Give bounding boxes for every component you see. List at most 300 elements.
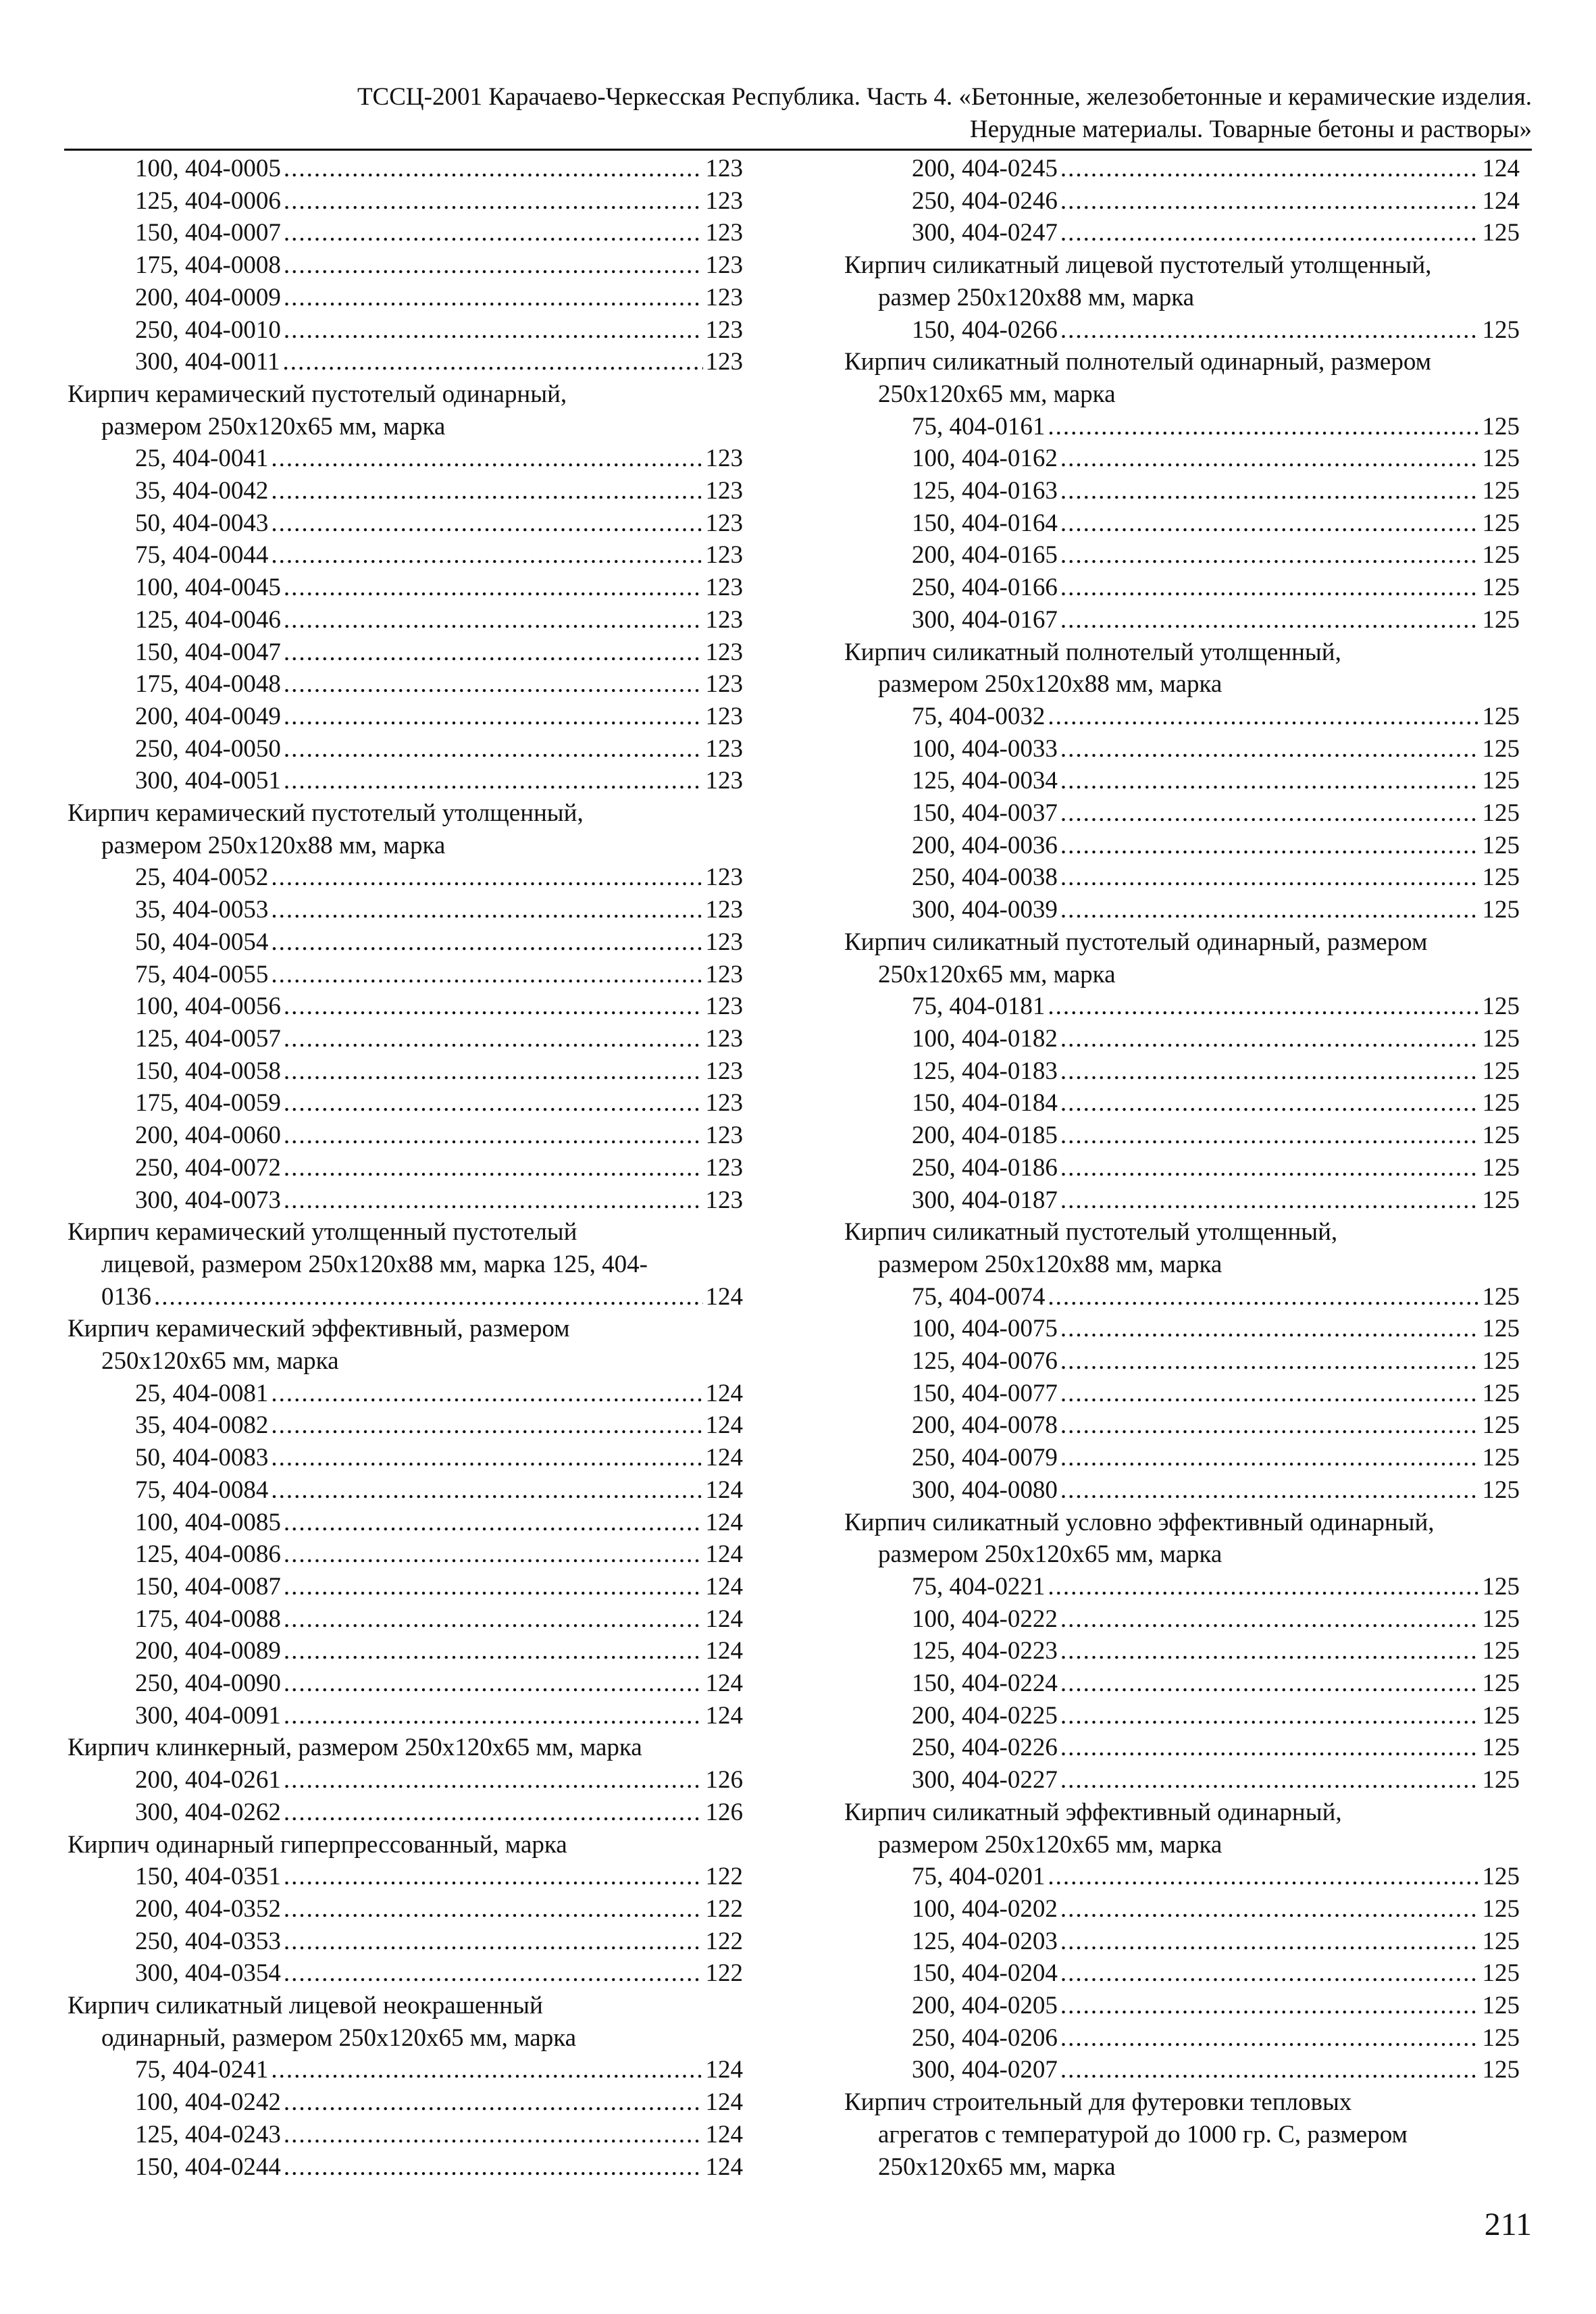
index-entry — [68, 1055, 743, 1088]
dot-leader — [284, 1507, 703, 1539]
entry-label: 75, 404-0221 — [912, 1572, 1046, 1601]
entry-label: 150, 404-0047 — [135, 638, 281, 666]
index-entry — [68, 346, 743, 378]
entry-label: 75, 404-0055 — [135, 960, 269, 988]
index-entry — [68, 1120, 743, 1152]
index-entry — [68, 1152, 743, 1184]
entry-page-number: 125 — [1482, 1444, 1520, 1472]
dot-leader — [1060, 1409, 1480, 1442]
entry-page-number: 123 — [705, 767, 743, 795]
entry-page-number: 125 — [1482, 1315, 1520, 1343]
entry-label: 125, 404-0086 — [135, 1540, 281, 1569]
dot-leader — [1060, 475, 1480, 507]
entry-page-number: 125 — [1482, 1057, 1520, 1085]
index-entry — [844, 153, 1520, 185]
dot-leader — [284, 1152, 703, 1184]
dot-leader — [1060, 1603, 1480, 1636]
entry-page-number: 125 — [1482, 1411, 1520, 1440]
index-heading-continuation: размером 250х120х65 мм, марка — [878, 1540, 1222, 1569]
entry-page-number: 125 — [1482, 1701, 1520, 1730]
entry-page-number: 125 — [1482, 1347, 1520, 1376]
header-line-2: Нерудные материалы. Товарные бетоны и растворы» — [969, 116, 1532, 143]
dot-leader — [271, 507, 702, 540]
index-entry — [844, 1893, 1520, 1926]
entry-label: 200, 404-0049 — [135, 702, 281, 730]
dot-leader — [271, 539, 702, 572]
dot-leader — [284, 1926, 703, 1958]
entry-label: 125, 404-0223 — [912, 1637, 1058, 1665]
index-entry — [844, 733, 1520, 765]
index-entry — [844, 604, 1520, 636]
entry-label: 50, 404-0043 — [135, 509, 269, 537]
dot-leader — [1060, 1023, 1480, 1055]
index-entry — [68, 1861, 743, 1893]
dot-leader — [1060, 1700, 1480, 1732]
index-heading: Кирпич строительный для футеровки тепловых — [844, 2088, 1352, 2117]
dot-leader — [1060, 443, 1480, 475]
entry-page-number: 124 — [705, 1701, 743, 1730]
index-entry — [844, 861, 1520, 894]
index-heading-continuation: размером 250х120х65 мм, марка — [101, 412, 446, 441]
entry-page-number: 125 — [1482, 734, 1520, 763]
entry-label: 300, 404-0262 — [135, 1798, 281, 1826]
entry-page-number: 125 — [1482, 1734, 1520, 1762]
index-entry — [844, 1474, 1520, 1507]
entry-label: 100, 404-0075 — [912, 1315, 1058, 1343]
entry-label: 200, 404-0261 — [135, 1766, 281, 1794]
entry-page-number: 124 — [705, 1605, 743, 1633]
entry-page-number: 124 — [705, 2153, 743, 2181]
index-entry — [844, 1345, 1520, 1378]
index-entry — [68, 282, 743, 314]
entry-page-number: 124 — [705, 1508, 743, 1536]
entry-label: 300, 404-0080 — [912, 1476, 1058, 1504]
index-heading-continuation: размером 250х120х88 мм, марка — [878, 1250, 1222, 1278]
index-entry — [68, 1378, 743, 1410]
dot-leader — [271, 1378, 702, 1410]
dot-leader — [271, 475, 702, 507]
index-entry — [68, 1893, 743, 1926]
entry-page-number: 125 — [1482, 1605, 1520, 1633]
entry-page-number: 125 — [1482, 2056, 1520, 2084]
entry-label: 250, 404-0072 — [135, 1153, 281, 1182]
entry-page-number: 123 — [705, 477, 743, 505]
index-heading-continuation: размером 250х120х88 мм, марка — [101, 831, 446, 859]
dot-leader — [284, 1538, 703, 1571]
index-heading-continuation: размер 250х120х88 мм, марка — [878, 283, 1195, 311]
index-entry — [844, 1732, 1520, 1764]
entry-page-number: 125 — [1482, 1863, 1520, 1891]
dot-leader — [284, 1764, 703, 1796]
dot-leader — [154, 1281, 703, 1313]
entry-page-number: 123 — [705, 960, 743, 988]
entry-label: 250, 404-0090 — [135, 1669, 281, 1698]
index-entry — [68, 2054, 743, 2086]
entry-page-number: 123 — [705, 186, 743, 215]
entry-label: 175, 404-0059 — [135, 1089, 281, 1117]
entry-label: 150, 404-0164 — [912, 509, 1058, 537]
dot-leader — [1060, 539, 1480, 572]
entry-page-number: 123 — [705, 605, 743, 634]
entry-page-number: 125 — [1482, 1766, 1520, 1794]
entry-page-number: 123 — [705, 638, 743, 666]
index-entry — [68, 1667, 743, 1700]
index-entry — [68, 443, 743, 475]
header-line-1: ТССЦ-2001 Карачаево-Черкесская Республика. Часть 4. «Бетонные, железобетонные и керамические изделия. — [357, 83, 1532, 111]
entry-label: 300, 404-0091 — [135, 1701, 281, 1730]
index-entry — [844, 443, 1520, 475]
entry-label: 75, 404-0241 — [135, 2056, 269, 2084]
index-column-right — [844, 153, 1520, 2183]
dot-leader — [284, 668, 703, 701]
dot-leader — [284, 1796, 703, 1829]
entry-label: 200, 404-0009 — [135, 283, 281, 311]
entry-label: 125, 404-0076 — [912, 1347, 1058, 1376]
dot-leader — [284, 185, 703, 218]
entry-label: 250, 404-0186 — [912, 1153, 1058, 1182]
entry-page-number: 125 — [1482, 1637, 1520, 1665]
entry-page-number: 125 — [1482, 509, 1520, 537]
entry-label: 75, 404-0201 — [912, 1863, 1046, 1891]
index-heading: Кирпич силикатный лицевой пустотелый утолщенный, — [844, 251, 1432, 280]
entry-page-number: 124 — [705, 1476, 743, 1504]
entry-label: 125, 404-0057 — [135, 1024, 281, 1053]
entry-label: 125, 404-0183 — [912, 1057, 1058, 1085]
index-entry — [68, 1796, 743, 1829]
index-entry — [844, 1442, 1520, 1474]
dot-leader — [1060, 1345, 1480, 1378]
index-entry — [844, 1023, 1520, 1055]
dot-leader — [284, 990, 703, 1023]
dot-leader — [284, 153, 703, 185]
index-entry — [68, 990, 743, 1023]
index-entry — [68, 572, 743, 604]
index-entry — [68, 1571, 743, 1603]
entry-label: 150, 404-0087 — [135, 1572, 281, 1601]
entry-page-number: 125 — [1482, 1379, 1520, 1407]
index-entry — [68, 2151, 743, 2184]
entry-page-number: 123 — [705, 702, 743, 730]
entry-label: 75, 404-0074 — [912, 1282, 1046, 1311]
entry-label: 150, 404-0224 — [912, 1669, 1058, 1698]
dot-leader — [284, 1861, 703, 1893]
entry-page-number: 123 — [705, 348, 743, 376]
entry-label: 125, 404-0243 — [135, 2120, 281, 2148]
entry-page-number: 124 — [705, 1282, 743, 1311]
dot-leader — [1060, 507, 1480, 540]
dot-leader — [284, 2086, 703, 2119]
entry-page-number: 123 — [705, 155, 743, 182]
dot-leader — [284, 2151, 703, 2184]
dot-leader — [284, 604, 703, 636]
entry-page-number: 124 — [705, 1669, 743, 1698]
entry-label: 75, 404-0032 — [912, 702, 1046, 730]
entry-label: 250, 404-0166 — [912, 574, 1058, 602]
entry-label: 75, 404-0084 — [135, 1476, 269, 1504]
dot-leader — [1060, 1313, 1480, 1345]
dot-leader — [284, 765, 703, 797]
entry-page-number: 123 — [705, 992, 743, 1021]
dot-leader — [271, 1474, 702, 1507]
entry-label: 100, 404-0033 — [912, 734, 1058, 763]
index-entry — [68, 1442, 743, 1474]
entry-label: 100, 404-0085 — [135, 1508, 281, 1536]
index-entry — [68, 668, 743, 701]
entry-page-number: 125 — [1482, 1282, 1520, 1311]
index-heading: Кирпич керамический пустотелый одинарный, — [68, 380, 567, 408]
dot-leader — [1048, 1281, 1479, 1313]
entry-label: 150, 404-0184 — [912, 1089, 1058, 1117]
index-heading-continuation: 250х120х65 мм, марка — [101, 1347, 339, 1376]
entry-label: 200, 404-0352 — [135, 1894, 281, 1923]
dot-leader — [1060, 217, 1480, 249]
dot-leader — [1060, 1667, 1480, 1700]
entry-page-number: 123 — [705, 1153, 743, 1182]
entry-label: 300, 404-0167 — [912, 605, 1058, 634]
entry-label: 35, 404-0042 — [135, 477, 269, 505]
entry-page-number: 125 — [1482, 605, 1520, 634]
dot-leader — [284, 572, 703, 604]
entry-label: 35, 404-0053 — [135, 896, 269, 924]
entry-label: 300, 404-0073 — [135, 1186, 281, 1214]
entry-label: 25, 404-0081 — [135, 1379, 269, 1407]
entry-label: 125, 404-0163 — [912, 477, 1058, 505]
entry-page-number: 124 — [1482, 155, 1520, 182]
index-entry — [844, 1667, 1520, 1700]
entry-page-number: 125 — [1482, 1122, 1520, 1150]
index-heading-continuation: 250х120х65 мм, марка — [878, 380, 1116, 408]
entry-label: 300, 404-0354 — [135, 1959, 281, 1988]
index-entry — [844, 572, 1520, 604]
entry-page-number: 123 — [705, 863, 743, 892]
entry-label: 250, 404-0038 — [912, 863, 1058, 892]
entry-label: 300, 404-0011 — [135, 348, 280, 376]
entry-page-number: 124 — [705, 2120, 743, 2148]
running-header — [64, 81, 1532, 146]
index-entry — [844, 797, 1520, 830]
index-entry — [68, 636, 743, 669]
index-entry — [844, 1957, 1520, 1990]
dot-leader — [1060, 1474, 1480, 1507]
index-entry — [844, 765, 1520, 797]
index-entry — [844, 894, 1520, 926]
index-entry — [844, 830, 1520, 862]
index-entry — [844, 1700, 1520, 1732]
entry-page-number: 124 — [705, 1572, 743, 1601]
entry-label: 200, 404-0205 — [912, 1992, 1058, 2020]
entry-label: 200, 404-0036 — [912, 831, 1058, 859]
dot-leader — [271, 1442, 702, 1474]
entry-page-number: 123 — [705, 316, 743, 344]
index-entry — [68, 539, 743, 572]
index-entry — [844, 1764, 1520, 1796]
index-heading-continuation: агрегатов с температурой до 1000 гр. С, размером — [878, 2120, 1408, 2148]
dot-leader — [1060, 2054, 1480, 2086]
entry-label: 100, 404-0056 — [135, 992, 281, 1021]
entry-page-number: 125 — [1482, 831, 1520, 859]
index-entry — [68, 959, 743, 991]
dot-leader — [284, 1184, 703, 1217]
entry-label: 75, 404-0044 — [135, 541, 269, 570]
dot-leader — [1048, 1861, 1479, 1893]
index-entry — [68, 894, 743, 926]
dot-leader — [1060, 830, 1480, 862]
entry-page-number: 125 — [1482, 1927, 1520, 1955]
index-entry — [68, 861, 743, 894]
entry-label: 300, 404-0227 — [912, 1766, 1058, 1794]
index-entry — [844, 1055, 1520, 1088]
index-entry — [68, 1538, 743, 1571]
dot-leader — [1060, 1635, 1480, 1667]
entry-label: 75, 404-0181 — [912, 992, 1046, 1021]
entry-page-number: 124 — [705, 1444, 743, 1472]
index-entry — [844, 990, 1520, 1023]
entry-label: 300, 404-0207 — [912, 2056, 1058, 2084]
entry-label: 150, 404-0351 — [135, 1863, 281, 1891]
dot-leader — [271, 894, 702, 926]
entry-page-number: 125 — [1482, 1024, 1520, 1053]
entry-label: 100, 404-0242 — [135, 2088, 281, 2117]
entry-label: 150, 404-0037 — [912, 799, 1058, 828]
entry-label: 125, 404-0046 — [135, 605, 281, 634]
entry-label: 200, 404-0245 — [912, 155, 1058, 182]
index-entry — [844, 1184, 1520, 1217]
index-entry — [68, 733, 743, 765]
index-entry — [844, 411, 1520, 443]
dot-leader — [284, 1120, 703, 1152]
entry-label: 200, 404-0078 — [912, 1411, 1058, 1440]
entry-page-number: 123 — [705, 509, 743, 537]
index-entry — [844, 2054, 1520, 2086]
index-heading: Кирпич силикатный полнотелый утолщенный, — [844, 638, 1341, 666]
entry-page-number: 125 — [1482, 1153, 1520, 1182]
dot-leader — [284, 217, 703, 249]
index-heading: Кирпич силикатный полнотелый одинарный, размером — [844, 348, 1432, 376]
entry-page-number: 125 — [1482, 863, 1520, 892]
index-entry — [844, 185, 1520, 218]
dot-leader — [1060, 861, 1480, 894]
dot-leader — [1060, 153, 1480, 185]
dot-leader — [1060, 1990, 1480, 2022]
dot-leader — [284, 1023, 703, 1055]
entry-label: 150, 404-0058 — [135, 1057, 281, 1085]
entry-page-number: 123 — [705, 1024, 743, 1053]
index-entry — [68, 1926, 743, 1958]
dot-leader — [284, 701, 703, 733]
dot-leader — [271, 959, 702, 991]
dot-leader — [1060, 1732, 1480, 1764]
entry-page-number: 125 — [1482, 1186, 1520, 1214]
index-entry — [68, 701, 743, 733]
entry-label: 175, 404-0088 — [135, 1605, 281, 1633]
entry-label: 100, 404-0005 — [135, 155, 281, 182]
index-entry — [844, 2022, 1520, 2055]
entry-page-number: 122 — [705, 1863, 743, 1891]
dot-leader — [1060, 314, 1480, 347]
index-heading-continuation: размером 250х120х88 мм, марка — [878, 670, 1222, 699]
index-heading: Кирпич керамический эффективный, размером — [68, 1315, 570, 1343]
index-entry — [68, 1764, 743, 1796]
entry-page-number: 125 — [1482, 2023, 1520, 2052]
index-heading: Кирпич керамический утолщенный пустотелый — [68, 1218, 577, 1247]
entry-label: 200, 404-0185 — [912, 1122, 1058, 1150]
entry-page-number: 124 — [1482, 186, 1520, 215]
entry-page-number: 125 — [1482, 767, 1520, 795]
dot-leader — [271, 2054, 702, 2086]
entry-label: 125, 404-0034 — [912, 767, 1058, 795]
entry-page-number: 125 — [1482, 445, 1520, 473]
index-heading: Кирпич силикатный пустотелый утолщенный, — [844, 1218, 1338, 1247]
index-heading: Кирпич клинкерный, размером 250х120х65 мм, марка — [68, 1734, 642, 1762]
entry-page-number: 123 — [705, 1089, 743, 1117]
index-heading-continuation: 250х120х65 мм, марка — [878, 2153, 1116, 2181]
entry-page-number: 123 — [705, 219, 743, 247]
entry-page-number: 122 — [705, 1959, 743, 1988]
index-entry — [844, 314, 1520, 347]
dot-leader — [271, 1409, 702, 1442]
dot-leader — [284, 1700, 703, 1732]
entry-page-number: 125 — [1482, 574, 1520, 602]
index-entry — [844, 1281, 1520, 1313]
dot-leader — [1060, 894, 1480, 926]
entry-label: 35, 404-0082 — [135, 1411, 269, 1440]
entry-page-number: 124 — [705, 1411, 743, 1440]
entry-label: 150, 404-0266 — [912, 316, 1058, 344]
entry-label: 250, 404-0050 — [135, 734, 281, 763]
dot-leader — [1060, 1764, 1480, 1796]
index-entry — [844, 1120, 1520, 1152]
dot-leader — [284, 1957, 703, 1990]
entry-label: 0136 — [101, 1282, 151, 1311]
dot-leader — [1060, 2022, 1480, 2055]
index-heading: Кирпич одинарный гиперпрессованный, марка — [68, 1830, 567, 1859]
entry-page-number: 126 — [705, 1798, 743, 1826]
entry-label: 250, 404-0079 — [912, 1444, 1058, 1472]
index-entry — [68, 765, 743, 797]
entry-page-number: 125 — [1482, 219, 1520, 247]
dot-leader — [1060, 572, 1480, 604]
entry-label: 100, 404-0182 — [912, 1024, 1058, 1053]
entry-page-number: 125 — [1482, 896, 1520, 924]
index-entry — [844, 1926, 1520, 1958]
index-heading: Кирпич силикатный пустотелый одинарный, размером — [844, 928, 1428, 956]
index-heading-continuation: размером 250х120х65 мм, марка — [878, 1830, 1222, 1859]
entry-page-number: 125 — [1482, 702, 1520, 730]
index-entry — [68, 926, 743, 959]
index-heading: Кирпич керамический пустотелый утолщенный, — [68, 799, 584, 828]
entry-label: 250, 404-0206 — [912, 2023, 1058, 2052]
entry-page-number: 125 — [1482, 1894, 1520, 1923]
entry-page-number: 126 — [705, 1766, 743, 1794]
index-entry — [68, 217, 743, 249]
index-entry — [844, 1313, 1520, 1345]
dot-leader — [1060, 185, 1480, 218]
dot-leader — [1060, 1087, 1480, 1120]
dot-leader — [284, 314, 703, 347]
entry-page-number: 123 — [705, 1057, 743, 1085]
entry-page-number: 125 — [1482, 1959, 1520, 1988]
entry-label: 250, 404-0010 — [135, 316, 281, 344]
entry-page-number: 125 — [1482, 1992, 1520, 2020]
entry-label: 175, 404-0008 — [135, 251, 281, 280]
entry-label: 150, 404-0244 — [135, 2153, 281, 2181]
dot-leader — [284, 1571, 703, 1603]
index-heading: Кирпич силикатный эффективный одинарный, — [844, 1798, 1342, 1826]
entry-label: 300, 404-0187 — [912, 1186, 1058, 1214]
entry-label: 75, 404-0161 — [912, 412, 1046, 441]
index-entry — [844, 1152, 1520, 1184]
entry-page-number: 125 — [1482, 799, 1520, 828]
